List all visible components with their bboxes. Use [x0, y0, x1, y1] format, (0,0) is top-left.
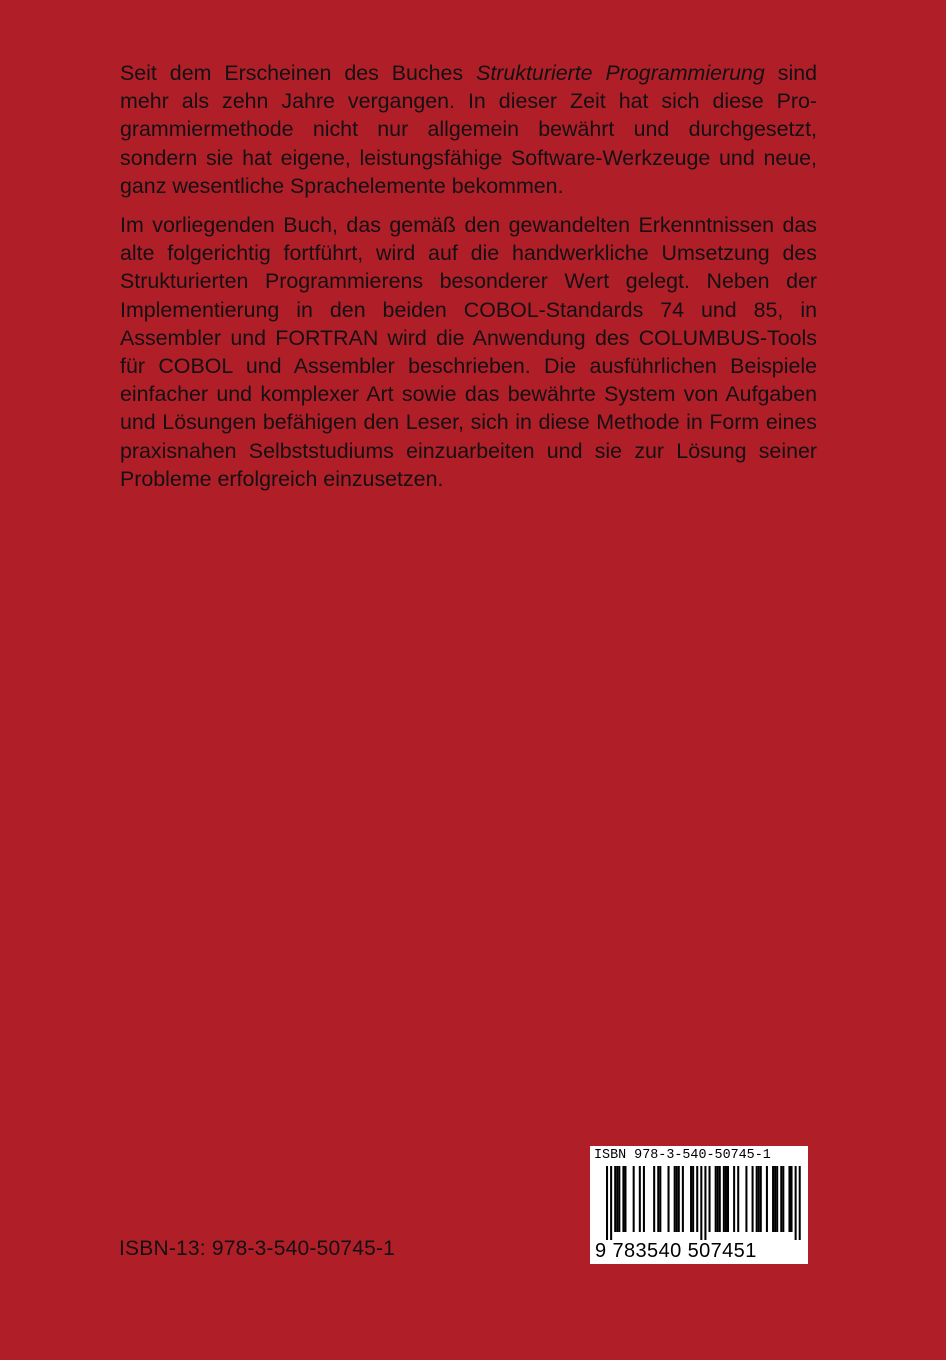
isbn-label: ISBN-13: 978-3-540-50745-1	[119, 1237, 396, 1260]
barcode-bar	[690, 1166, 692, 1232]
barcode-bar	[776, 1166, 778, 1232]
barcode-bar	[788, 1166, 790, 1232]
book-title-reference: Strukturierte Programmierung	[476, 61, 765, 85]
barcode-bar	[733, 1166, 735, 1232]
barcode-guard-bar	[606, 1166, 608, 1240]
barcode-bar	[614, 1166, 616, 1232]
barcode-bar	[745, 1166, 747, 1232]
barcode-bar	[676, 1166, 678, 1232]
barcode-bar	[633, 1166, 635, 1232]
barcode-bar	[618, 1166, 620, 1232]
barcode-bar	[678, 1166, 680, 1232]
barcode-bar	[696, 1166, 698, 1232]
barcode-bar	[782, 1166, 784, 1232]
barcode-bar	[668, 1166, 670, 1232]
barcode-bar	[715, 1166, 717, 1232]
isbn-barcode	[590, 1146, 808, 1264]
barcode-bar	[727, 1166, 729, 1232]
barcode-bar	[723, 1166, 725, 1232]
barcode-bar	[692, 1166, 694, 1232]
barcode-bar	[760, 1166, 762, 1232]
barcode-bar	[643, 1166, 645, 1232]
barcode-bars	[590, 1166, 808, 1242]
barcode-bar	[709, 1166, 711, 1232]
barcode-bar	[737, 1166, 739, 1232]
blurb-p1-intro: Seit dem Erscheinen des Buches	[120, 61, 477, 85]
blurb-paragraph-1	[120, 59, 817, 200]
barcode-bar	[774, 1166, 776, 1232]
barcode-bar	[624, 1166, 626, 1232]
back-cover-blurb	[120, 59, 817, 504]
barcode-bar	[758, 1166, 760, 1232]
barcode-bar	[756, 1166, 758, 1232]
barcode-bar	[622, 1166, 624, 1232]
barcode-bar	[725, 1166, 727, 1232]
barcode-bar	[780, 1166, 782, 1232]
barcode-guard-bar	[799, 1166, 801, 1240]
barcode-bar	[639, 1166, 641, 1232]
blurb-p1-rest: sind mehr als zehn Jahre vergangen. In dieser Zeit hat sich diese Programmiermethode nicht nur allgemein bewährt und durchgesetzt, sondern sie hat eigene, leistungsfähige Software-Werkzeuge und neue, ganz wesentliche Sprachelemente bekommen.	[120, 61, 817, 198]
blurb-paragraph-2: Im vorliegenden Buch, das gemäß den gewandelten Erkenntnissen das alte folgerichtig fortführt, wird auf die handwerkliche Umsetzung des Strukturierten Programmierens besonderer Wert gelegt. Neben der Implementierung in den beiden COBOL-Standards 74 und 85, in Assembler und FORTRAN wird die Anwendung des COLUMBUS-Tools für COBOL und Assembler beschrieben. Die ausführlichen Beispiele einfacher und komplexer Art sowie das bewährte System von Aufgaben und Lösungen befähigen den Leser, sich in diese Methode in Form eines praxisnahen Selbststudiums einzuarbeiten und sie zur Lösung seiner Probleme erfolgreich einzusetzen.	[120, 213, 817, 491]
barcode-bar	[717, 1166, 719, 1232]
barcode-guard-bar	[700, 1166, 702, 1240]
barcode-bar	[657, 1166, 659, 1232]
barcode-bar	[752, 1166, 754, 1232]
barcode-bar	[791, 1166, 793, 1232]
barcode-guard-bar	[610, 1166, 612, 1240]
barcode-bar	[674, 1166, 676, 1232]
barcode-bar	[719, 1166, 721, 1232]
barcode-bar	[766, 1166, 768, 1232]
barcode-guard-bar	[704, 1166, 706, 1240]
barcode-bar	[659, 1166, 661, 1232]
barcode-bar	[772, 1166, 774, 1232]
barcode-isbn-text: ISBN 978-3-540-50745-1	[594, 1148, 771, 1163]
barcode-bar	[653, 1166, 655, 1232]
barcode-guard-bar	[795, 1166, 797, 1240]
barcode-bar	[682, 1166, 684, 1232]
barcode-bar	[616, 1166, 618, 1232]
barcode-digits: 9 783540 507451	[595, 1240, 757, 1262]
